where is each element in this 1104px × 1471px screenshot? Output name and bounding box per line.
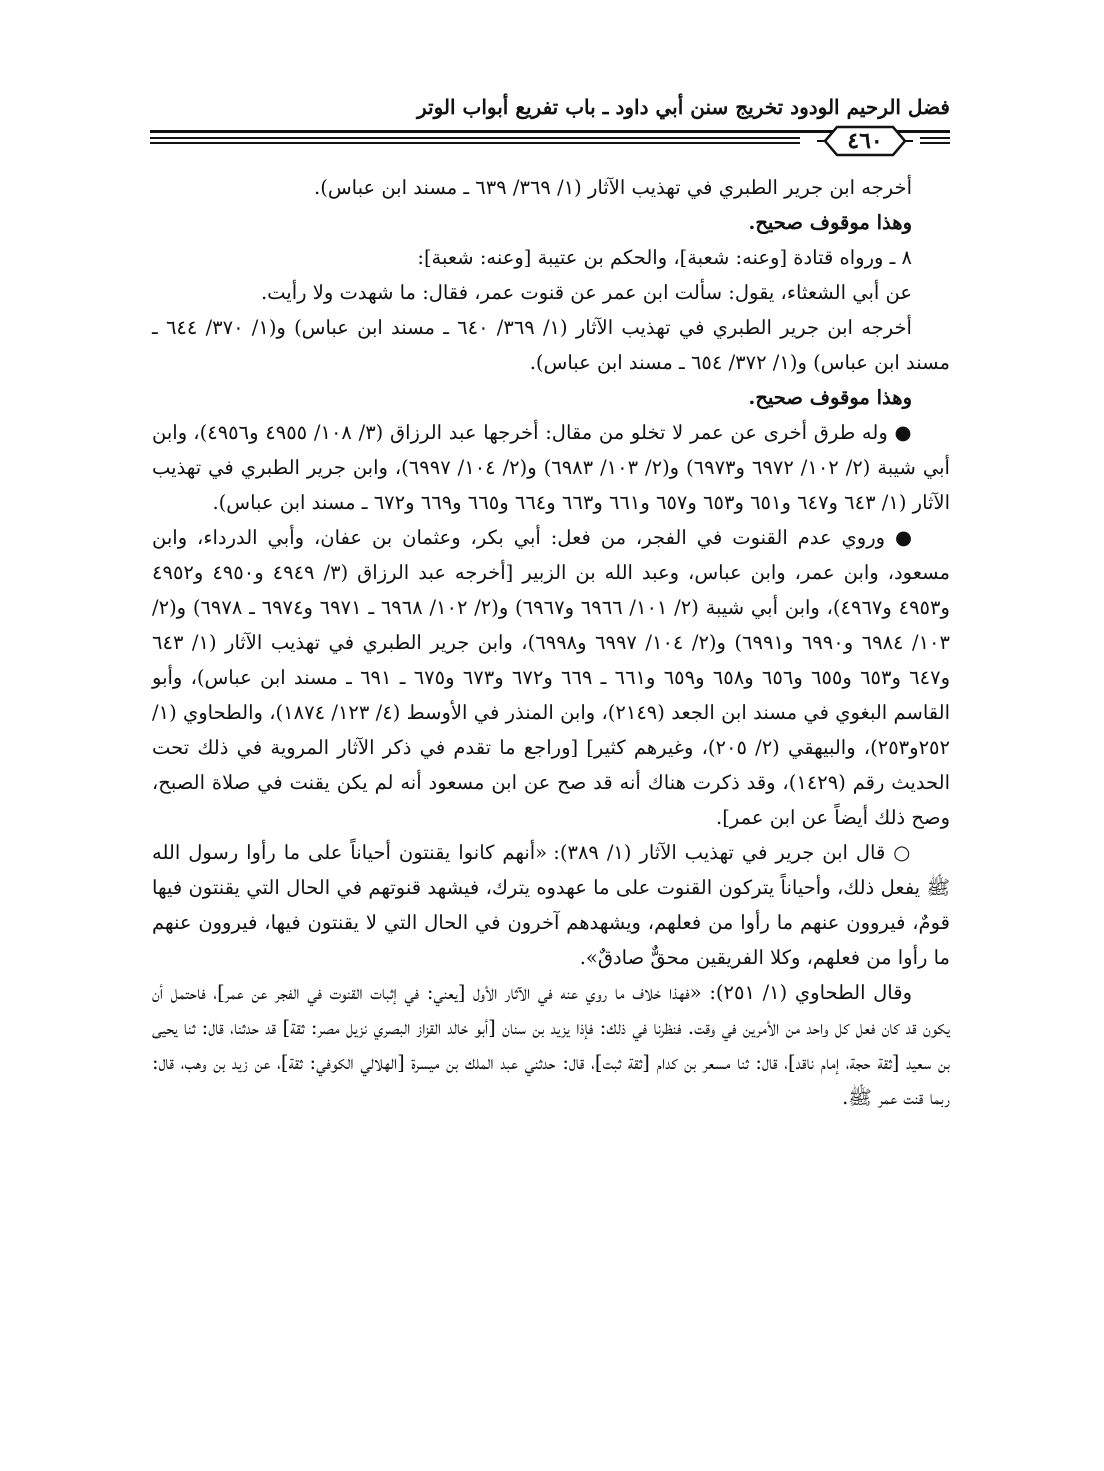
ruling-1: وهذا موقوف صحيح. — [748, 211, 912, 234]
paragraph-9: ○ قال ابن جرير في تهذيب الآثار (١/ ٣٨٩): «أنهم كانوا يقنتون أحياناً على ما رأوا رسول الله ﷺ يفعل ذلك، وأحياناً يتركون القنوت على ما عهدوه يترك، فيشهد قنوتهم في الحال التي يقنتون فيها قومٌ، فيروون عنهم ما رأوا من فعلهم، ويشهدهم آخرون في الحال التي لا يقنتون فيها، فيروون عنهم ما رأوا من فعلهم، وكلا الفريقين محقٌّ صادقٌ». — [152, 841, 950, 969]
paragraph-7: ● وله طرق أخرى عن عمر لا تخلو من مقال: أخرجها عبد الرزاق (٣/ ١٠٨/ ٤٩٥٥ و٤٩٥٦)، وابن أبي شيبة (٢/ ١٠٢/ ٦٩٧٢ و٦٩٧٣) و(٢/ ١٠٣/ ٦٩٨٣) و(٢/ ١٠٤/ ٦٩٩٧)، وابن جرير الطبري في تهذيب الآثار (١/ ٦٤٣ و٦٤٧ و٦٥١ و٦٥٣ و٦٥٧ و٦٦١ و٦٦٣ و٦٦٤ و٦٦٥ و٦٦٩ و٦٧٢ ـ مسند ابن عباس). — [152, 421, 950, 514]
paragraph-3: ٨ ـ ورواه قتادة [وعنه: شعبة]، والحكم بن عتيبة [وعنه: شعبة]: — [417, 246, 912, 269]
ruling-2: وهذا موقوف صحيح. — [748, 386, 912, 409]
paragraph-8: ● وروي عدم القنوت في الفجر، من فعل: أبي بكر، وعثمان بن عفان، وأبي الدرداء، وابن مسعود، وابن عمر، وابن عباس، وعبد الله بن الزبير [أخرجه عبد الرزاق (٣/ ٤٩٤٩ و٤٩٥٠ و٤٩٥٢ و٤٩٥٣ و٤٩٦٧)، وابن أبي شيبة (٢/ ١٠١/ ٦٩٦٦ و٦٩٦٧) و(٢/ ١٠٢/ ٦٩٦٨ ـ ٦٩٧١ و٦٩٧٤ ـ ٦٩٧٨) و(٢/ ١٠٣/ ٦٩٨٤ و٦٩٩٠ و٦٩٩١) و(٢/ ١٠٤/ ٦٩٩٧ و٦٩٩٨)، وابن جرير الطبري في تهذيب الآثار (١/ ٦٤٣ و٦٤٧ و٦٥٣ و٦٥٥ و٦٥٦ و٦٥٨ و٦٥٩ و٦٦١ ـ ٦٦٩ و٦٧٢ و٦٧٣ و٦٧٥ ـ ٦٩١ ـ مسند ابن عباس)، وأبو القاسم البغوي في مسند ابن الجعد (٢١٤٩)، وابن المنذر في الأوسط (٤/ ١٢٣/ ١٨٧٤)، والطحاوي (١/ ٢٥٢و٢٥٣)، والبيهقي (٢/ ٢٠٥)، وغيرهم كثير] [وراجع ما تقدم في ذكر الآثار المروية في ذلك تحت الحديث رقم (١٤٢٩)، وقد ذكرت هناك أنه قد صح عن ابن مسعود أنه لم يكن يقنت في صلاة الصبح، وصح ذلك أيضاً عن ابن عمر]. — [152, 526, 951, 829]
running-title: فضل الرحيم الودود تخريج سنن أبي داود ـ باب تفريع أبواب الوتر — [416, 95, 950, 119]
header-double-rule-left — [150, 137, 800, 144]
paragraph-10: وقال الطحاوي (١/ ٢٥١): «فهذا خلاف ما روي عنه في الآثار الأول [يعني: في إثبات القنوت في الفجر عن عمر]، فاحتمل أن يكون قد كان فعل كل واحد من الأمرين في وقت. فنظرنا في ذلك: فإذا يزيد بن سنان [أبو خالد القزاز البصري نزيل مصر: ثقة] قد حدثنا، قال: ثنا يحيى بن سعيد [ثقة حجة، إمام ناقد]، قال: ثنا مسعر بن كدام [ثقة ثبت]، قال: حدثني عبد الملك بن ميسرة [الهلالي الكوفي: ثقة]، عن زيد بن وهب، قال: ربما قنت عمر ﷺ. — [152, 981, 950, 1109]
page-number: ٤٦٠ — [847, 128, 883, 154]
paragraph-1: أخرجه ابن جرير الطبري في تهذيب الآثار (١/ ٣٦٩/ ٦٣٩ ـ مسند ابن عباس). — [314, 176, 912, 199]
page-number-badge — [815, 123, 915, 159]
page-body — [152, 170, 950, 1115]
header-double-rule-right — [920, 137, 950, 144]
page-header — [150, 90, 950, 170]
paragraph-4: عن أبي الشعثاء، يقول: سألت ابن عمر عن قنوت عمر، فقال: ما شهدت ولا رأيت. — [260, 281, 912, 304]
paragraph-5: أخرجه ابن جرير الطبري في تهذيب الآثار (١/ ٣٦٩/ ٦٤٠ ـ مسند ابن عباس) و(١/ ٣٧٠/ ٦٤٤ ـ مسند ابن عباس) و(١/ ٣٧٢/ ٦٥٤ ـ مسند ابن عباس). — [152, 316, 950, 374]
